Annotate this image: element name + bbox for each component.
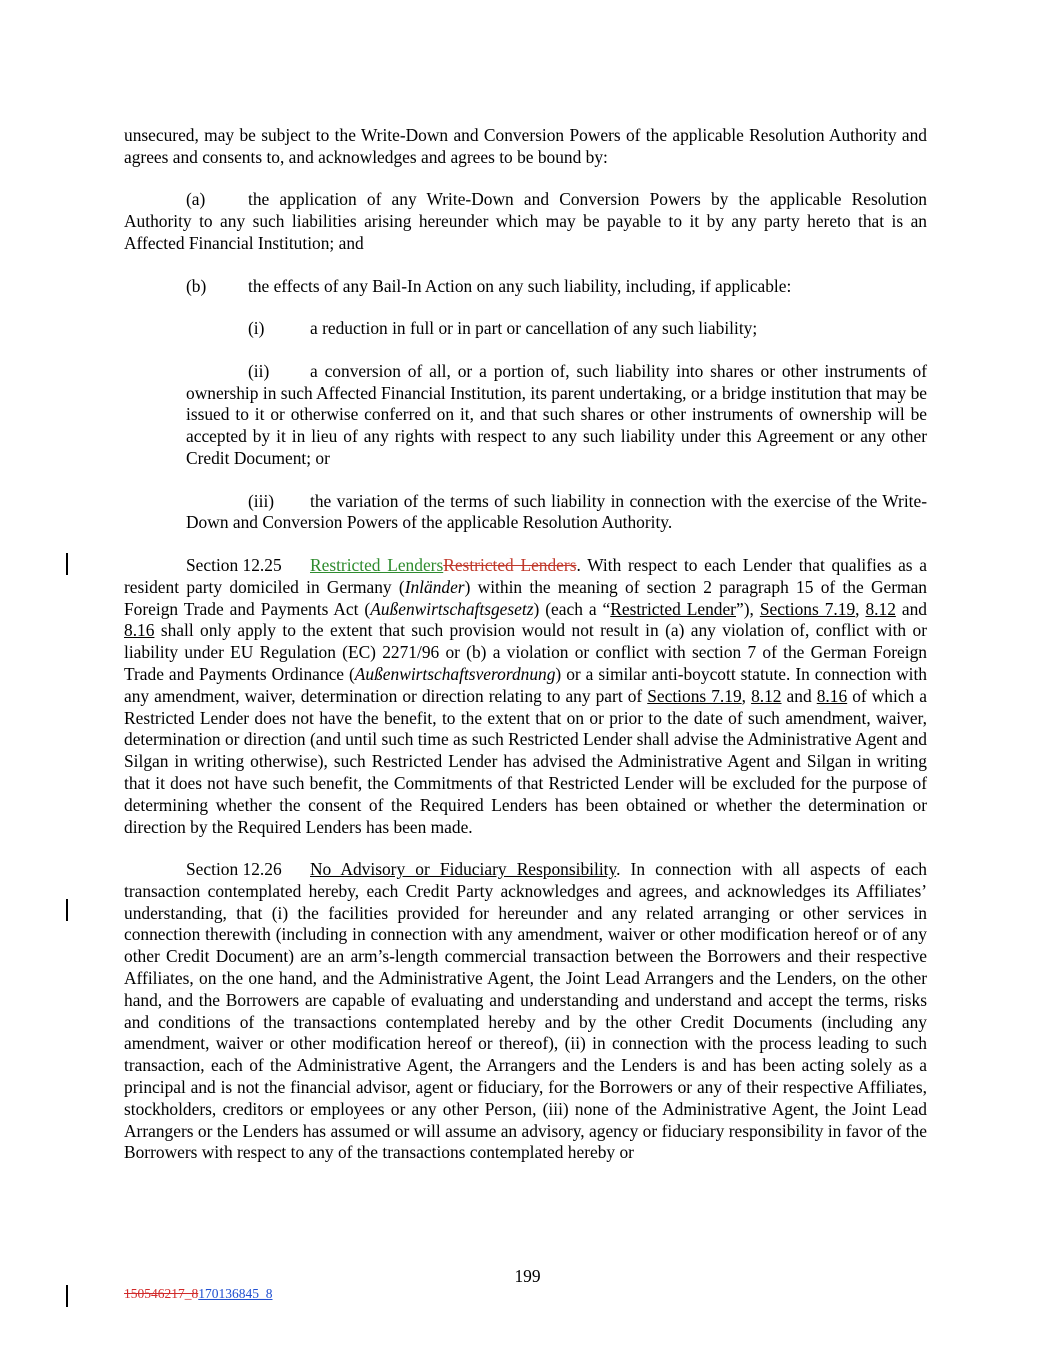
section-number: Section 12.25 xyxy=(186,554,282,575)
paragraph-intro: unsecured, may be subject to the Write-Down and Conversion Powers of the applicable Resolution Authority and agrees and consents to, and acknowledges and agrees to be bound by: xyxy=(124,125,927,167)
cross-reference: Sections 7.19 xyxy=(647,685,742,706)
list-label-ii: (ii) xyxy=(248,360,270,381)
list-label-b: (b) xyxy=(186,275,207,296)
list-text-b: the effects of any Bail-In Action on any such liability, including, if applicable: xyxy=(248,275,792,296)
change-bar-section-12-25 xyxy=(66,553,68,575)
section-text: , xyxy=(741,685,752,706)
section-12-25 xyxy=(124,555,927,838)
defined-term: Restricted Lender xyxy=(610,598,736,619)
list-text-ii: a conversion of all, or a portion of, such liability into shares or other instruments of ownership in such Affected Financial Institution, its parent undertaking, or a bridge institution that may be issued to it or otherwise conferred on it, and that such shares or other instruments of ownership will be accepted by it in lieu of any rights with respect to any such liability under this Agreement or any other Credit Document; or xyxy=(186,360,927,468)
doc-id-deleted: 150546217_8 xyxy=(124,1286,199,1301)
cross-reference: 8.16 xyxy=(816,685,848,706)
italic-term: Außenwirtschaftsverordnung xyxy=(354,663,556,684)
list-label-iii: (iii) xyxy=(248,490,275,511)
change-bar-section-12-26 xyxy=(66,899,68,921)
list-text-iii: the variation of the terms of such liability in connection with the exercise of the Write-Down and Conversion Powers of the applicable Resolution Authority. xyxy=(186,490,927,533)
section-text: . With respect to each Lender that qualifies as a resident party domiciled in Germany ( xyxy=(124,554,927,597)
page-number: 199 xyxy=(514,1266,541,1286)
section-text: and xyxy=(895,598,927,619)
document-body xyxy=(124,125,927,1185)
list-item-i xyxy=(124,318,927,340)
cross-reference: 8.12 xyxy=(865,598,896,619)
italic-term: Inländer xyxy=(404,576,465,597)
section-12-26 xyxy=(124,859,927,1164)
section-text: and xyxy=(781,685,817,706)
italic-term: Außenwirtschaftsgesetz xyxy=(370,598,534,619)
change-bar-doc-id xyxy=(66,1285,68,1307)
section-text: ) within the meaning of section 2 paragraph 15 of the German Foreign Trade and Payments Act ( xyxy=(124,576,927,619)
section-text: of which a Restricted Lender does not have the benefit, to the extent that on or prior to the date of such amendment, waiver, determination or direction (and until such time as such Restricted Lender shall advise the Administrative Agent and Silgan in writing otherwise), such Restricted Lender has advised the Administrative Agent and Silgan in writing that it does not have such benefit, the Commitments of that Restricted Lender will be excluded for the purpose of determining whether the consent of the Required Lenders has been obtained or whether the determination or direction by the Required Lenders has been made. xyxy=(124,685,928,837)
section-text: ) (each a “ xyxy=(533,598,611,619)
section-text: ”), xyxy=(735,598,760,619)
section-number: Section 12.26 xyxy=(186,859,282,880)
list-label-i: (i) xyxy=(248,318,265,339)
list-item-ii xyxy=(124,361,927,470)
list-label-a: (a) xyxy=(186,189,206,210)
section-text: . In connection with all aspects of each transaction contemplated hereby, each Credit Party acknowledges and agrees, and acknowledges its Affiliates’ understanding, that (i) the facilities provided for hereunder and any related arranging or other services in connection therewith (including in connection with any amendment, waiver or other modification hereof or of any other Credit Document) are an arm’s-length commercial transaction between the Borrowers and their respective Affiliates, on the one hand, and the Administrative Agent, the Joint Lead Arrangers and the Lenders, on the other hand, and the Borrowers are capable of evaluating and understanding and understand and accept the terms, risks and conditions of the transactions contemplated hereby and by the other Credit Documents (including any amendment, waiver or other modification hereof or thereof), (ii) in connection with the process leading to such transaction, each of the Administrative Agent, the Arrangers and the Lenders is and has been acting solely as a principal and is not the financial advisor, agent or fiduciary, for the Borrowers or any of their respective Affiliates, stockholders, creditors or employees or any other Person, (iii) none of the Administrative Agent, the Joint Lead Arrangers or the Lenders has assumed or will assume an advisory, agency or fiduciary responsibility in favor of the Borrowers with respect to any of the transactions contemplated hereby or xyxy=(124,859,927,1163)
section-text: ) or a similar anti-boycott statute. In connection with any amendment, waiver, determination or direction relating to any part of xyxy=(124,663,927,706)
section-title-inserted: Restricted Lenders xyxy=(310,554,444,575)
document-id xyxy=(124,1286,273,1302)
cross-reference: 8.16 xyxy=(124,620,155,641)
section-text: shall only apply to the extent that such provision would not result in (a) any violation of, conflict with or liability under EU Regulation (EC) 2271/96 or (b) a violation or conflict with section 7 of the German Foreign Trade and Payments Ordinance ( xyxy=(124,620,927,684)
list-text-i: a reduction in full or in part or cancellation of any such liability; xyxy=(310,318,758,339)
doc-id-inserted: 170136845_8 xyxy=(198,1286,273,1301)
list-item-b xyxy=(124,276,927,298)
list-text-a: the application of any Write-Down and Conversion Powers by the applicable Resolution Authority to any such liabilities arising hereunder which may be payable to it by any party hereto that is an Affected Financial Institution; and xyxy=(124,189,927,253)
section-title: No Advisory or Fiduciary Responsibility xyxy=(310,859,617,880)
cross-reference: Sections 7.19 xyxy=(759,598,856,619)
section-text: , xyxy=(855,598,866,619)
section-title-deleted: Restricted Lenders xyxy=(443,554,577,575)
cross-reference: 8.12 xyxy=(751,685,782,706)
list-item-a xyxy=(124,189,927,254)
list-item-iii xyxy=(124,491,927,535)
